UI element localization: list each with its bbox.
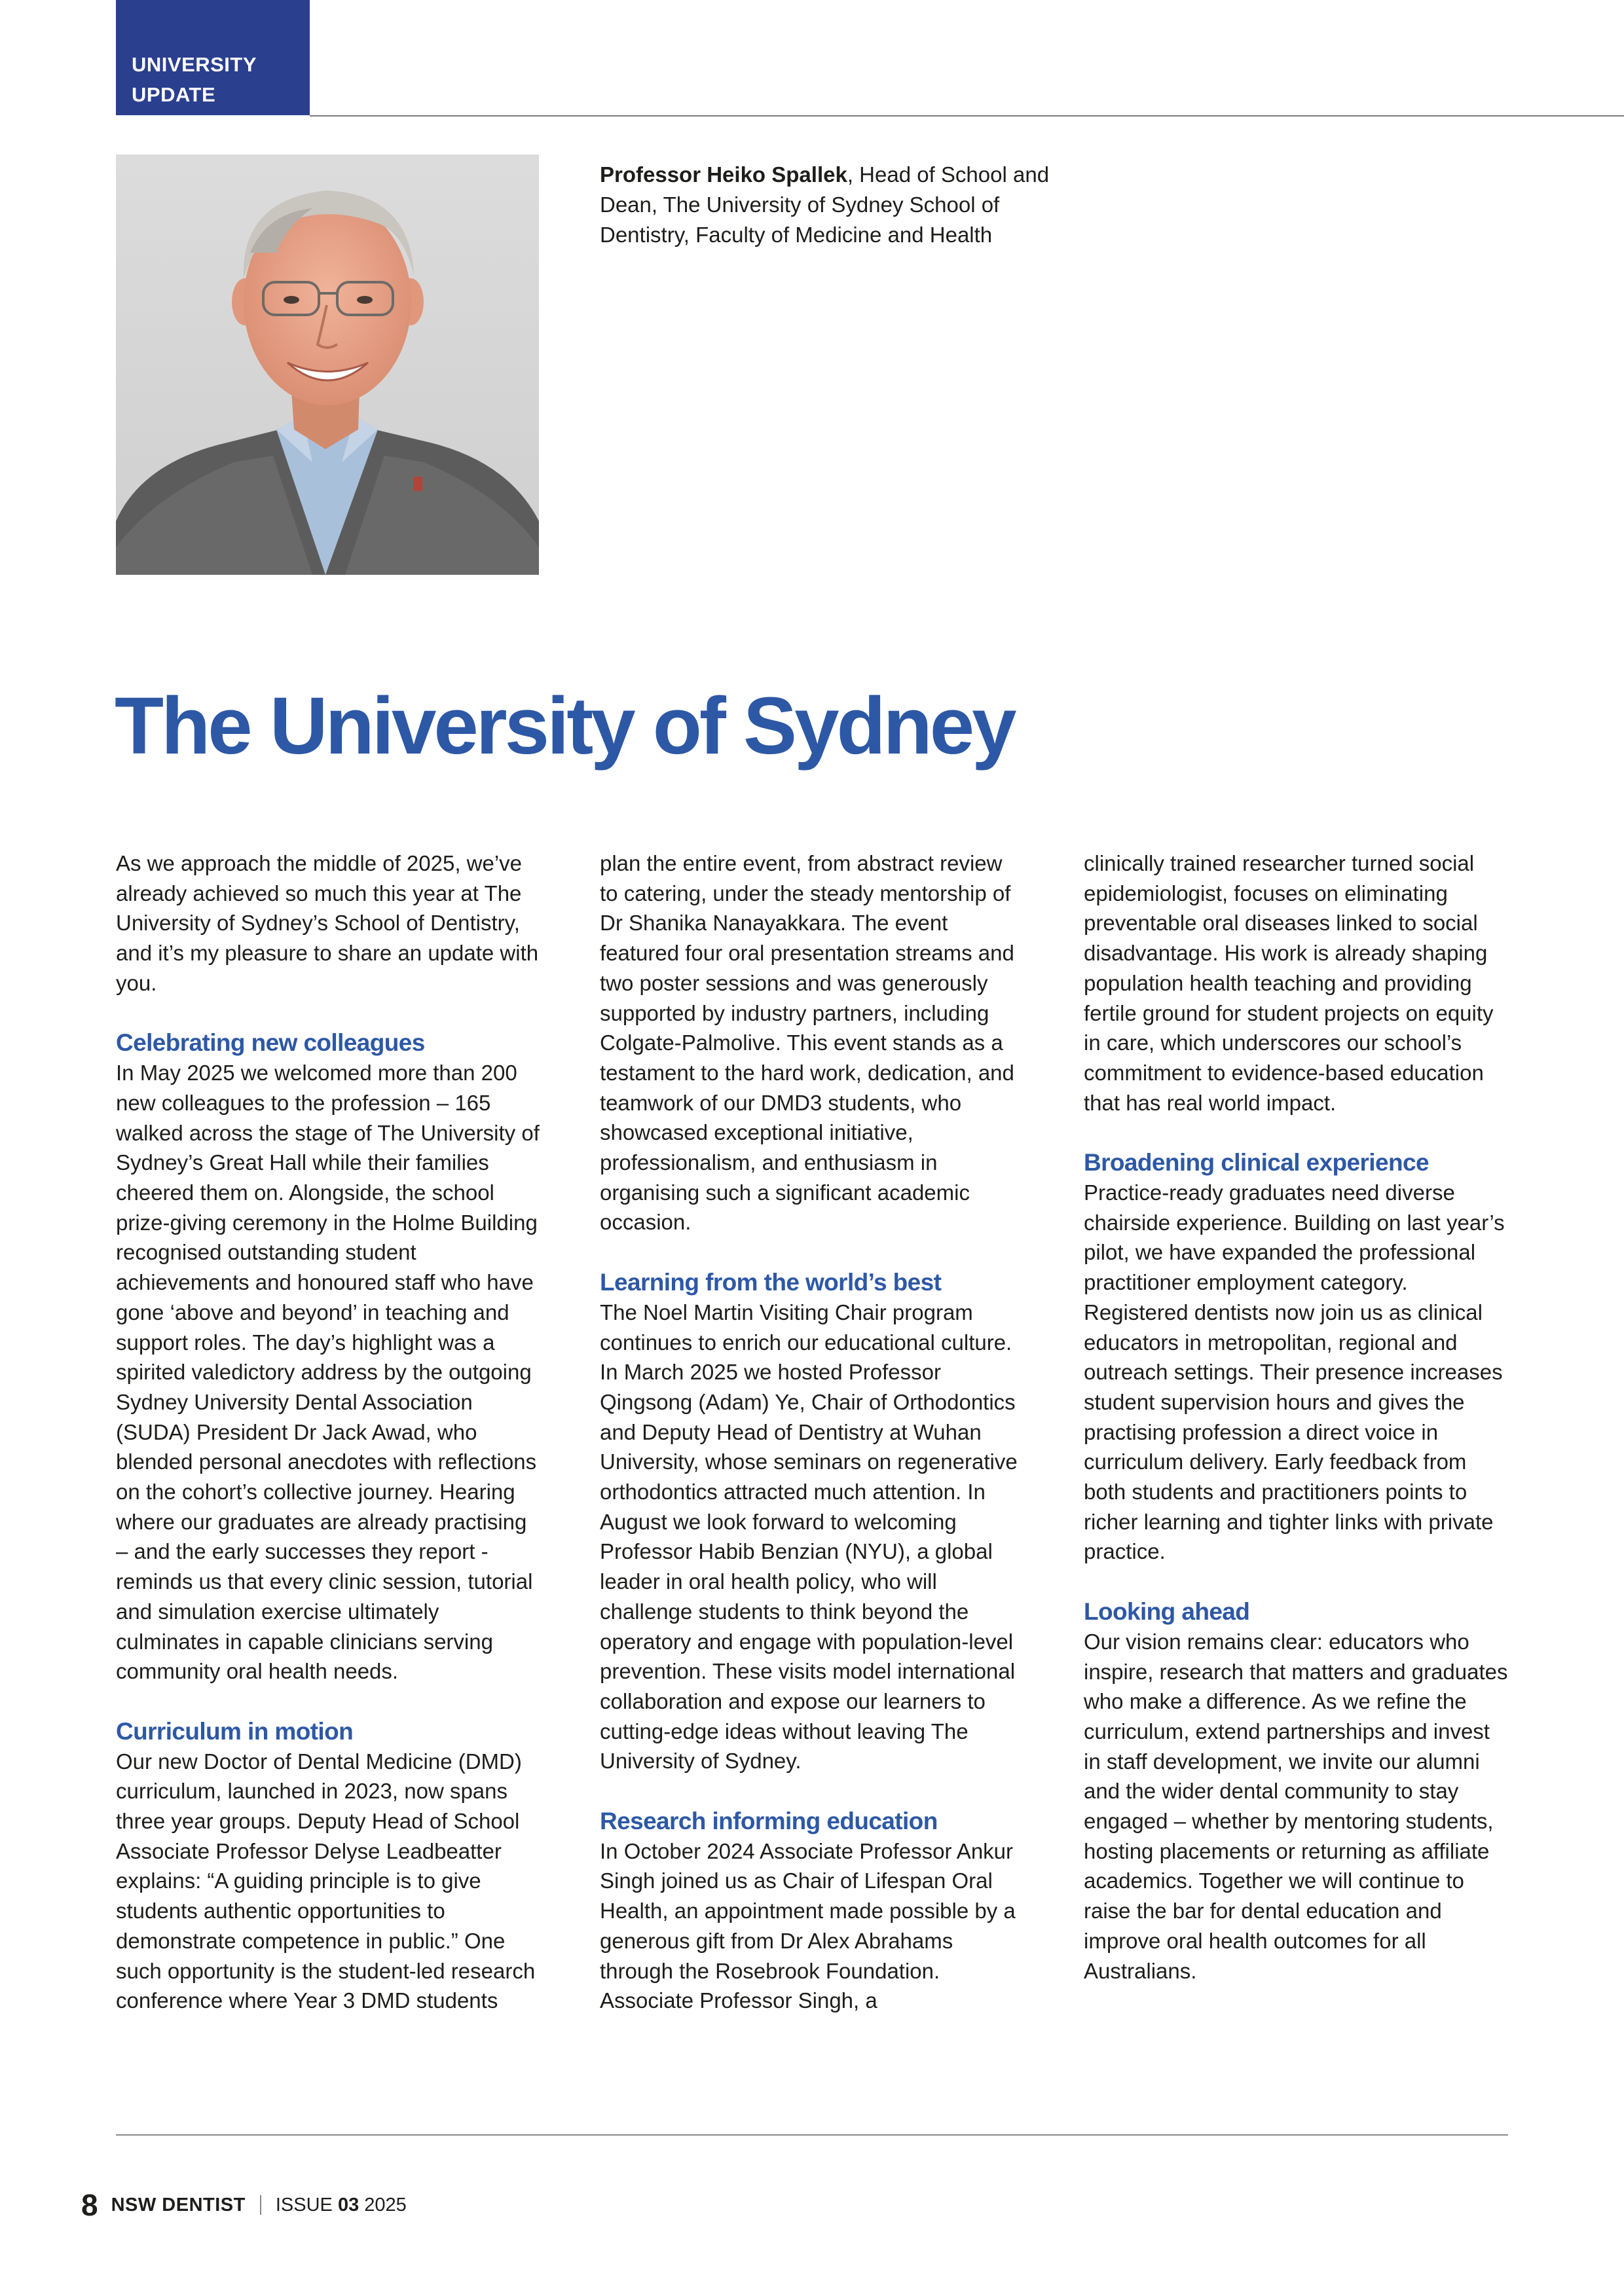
section-tag xyxy=(116,0,310,115)
paragraph: clinically trained researcher turned social epidemiologist, focuses on eliminating preventable oral diseases linked to social disadvantage. His work is already shaping population health teaching and providing fertile ground for student projects on equity in care, which underscores our school’s commitment to evidence-based education that has real world impact. xyxy=(1084,851,1494,1115)
issue-number: 03 xyxy=(337,2194,360,2215)
article-title: The University of Sydney xyxy=(115,682,1014,771)
subheading: Learning from the world’s best xyxy=(600,1268,942,1296)
footer-rule xyxy=(116,2134,1508,2136)
magazine-name: NSW DENTIST xyxy=(111,2194,246,2215)
author-name: Professor Heiko Spallek xyxy=(600,162,847,187)
footer-divider xyxy=(260,2195,261,2215)
issue-year: 2025 xyxy=(359,2194,407,2215)
author-portrait xyxy=(116,155,539,575)
paragraph: plan the entire event, from abstract review to catering, under the steady mentorship of Dr Shanika Nanayakkara. The event featured four oral presentation streams and two poster sessions and was generously supported by industry partners, including Colgate-Palmolive. This event stands as a testament to the hard work, dedication, and teamwork of our DMD3 students, who showcased exceptional initiative, professionalism, and enthusiasm in organising such a significant academic occasion. xyxy=(600,851,1014,1235)
section-tag-line2: UPDATE xyxy=(132,83,216,106)
article-column-2 xyxy=(600,848,1025,2016)
author-role: , Head of School and Dean, The University of Sydney School of Dentistry, Faculty of Medicine and Health xyxy=(600,162,1050,247)
header-rule xyxy=(310,115,1624,117)
portrait-illustration xyxy=(116,155,539,575)
subheading: Research informing education xyxy=(600,1807,938,1834)
paragraph: As we approach the middle of 2025, we’ve already achieved so much this year at The University of Sydney’s School of Dentistry, and it’s my pleasure to share an update with you. xyxy=(116,851,539,995)
portrait-caption xyxy=(600,160,1071,250)
paragraph: In May 2025 we welcomed more than 200 new colleagues to the profession – 165 walked across the stage of The University of Sydney’s Great Hall while their families cheered them on. Alongside, the school prize-giving ceremony in the Holme Building recognised outstanding student achievements and honoured staff who have gone ‘above and beyond’ in teaching and support roles. The day’s highlight was a spirited valedictory address by the outgoing Sydney University Dental Association (SUDA) President Dr Jack Awad, who blended personal anecdotes with reflections on the cohort’s collective journey. Hearing where our graduates are already practising – and the early successes they report - reminds us that every clinic session, tutorial and simulation exercise ultimately culminates in capable clinicians serving community oral health needs. xyxy=(116,1061,540,1684)
subheading: Looking ahead xyxy=(1084,1597,1250,1625)
page-footer xyxy=(81,2185,407,2225)
paragraph: Practice-ready graduates need diverse chairside experience. Building on last year’s pilot, we have expanded the professional practitioner employment category. Registered dentists now join us as clinical educators in metropolitan, regional and outreach settings. Their presence increases student supervision hours and gives the practising profession a direct voice in curriculum delivery. Early feedback from both students and practitioners points to richer learning and tighter links with private practice. xyxy=(1084,1180,1505,1564)
paragraph: The Noel Martin Visiting Chair program continues to enrich our educational culture. In March 2025 we hosted Professor Qingsong (Adam) Ye, Chair of Orthodontics and Deputy Head of Dentistry at Wuhan University, whose seminars on regenerative orthodontics attracted much attention. In August we look forward to welcoming Professor Habib Benzian (NYU), a global leader in oral health policy, who will challenge students to think beyond the operatory and engage with population-level prevention. These visits model international collaboration and expose our learners to cutting-edge ideas without leaving The University of Sydney. xyxy=(600,1300,1018,1774)
article-column-1 xyxy=(116,848,542,2016)
subheading: Curriculum in motion xyxy=(116,1717,354,1745)
article-column-3 xyxy=(1084,848,1509,1986)
section-tag-line1: UNIVERSITY xyxy=(132,53,257,76)
subheading: Broadening clinical experience xyxy=(1084,1149,1429,1176)
paragraph: Our new Doctor of Dental Medicine (DMD) curriculum, launched in 2023, now spans three year groups. Deputy Head of School Associate Professor Delyse Leadbeatter explains: “A guiding principle is to give students authentic opportunities to demonstrate competence in public.” One such opportunity is the student-led research conference where Year 3 DMD students xyxy=(116,1749,536,2013)
section-tag-text xyxy=(132,50,257,110)
issue-label: ISSUE xyxy=(275,2194,338,2215)
paragraph: In October 2024 Associate Professor Ankur Singh joined us as Chair of Lifespan Oral Health, an appointment made possible by a generous gift from Dr Alex Abrahams through the Rosebrook Foundation. Associate Professor Singh, a xyxy=(600,1838,1016,2013)
paragraph: Our vision remains clear: educators who inspire, research that matters and graduates who make a difference. As we refine the curriculum, extend partnerships and invest in staff development, we invite our alumni and the wider dental community to stay engaged – whether by mentoring students, hosting placements or returning as affiliate academics. Together we will continue to raise the bar for dental education and improve oral health outcomes for all Australians. xyxy=(1084,1629,1508,1983)
page-number: 8 xyxy=(81,2188,97,2222)
subheading: Celebrating new colleagues xyxy=(116,1029,425,1057)
